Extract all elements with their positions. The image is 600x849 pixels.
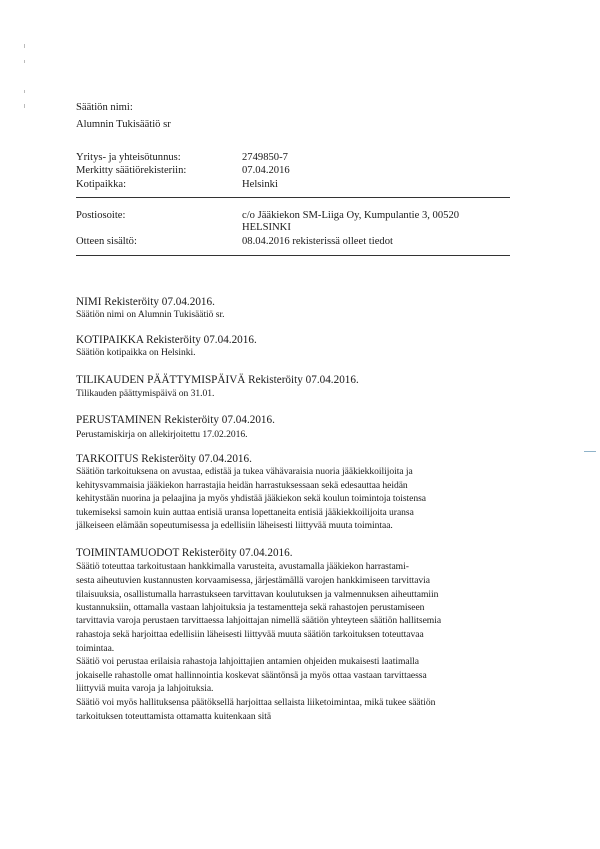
scan-mark [24,60,25,63]
section-line: toimintaa. [76,643,115,654]
domicile-label: Kotipaikka: [76,179,127,190]
postal-address-label: Postiosoite: [76,210,126,221]
divider-bottom [76,255,510,256]
section-heading-purpose: TARKOITUS Rekisteröity 07.04.2016. [76,453,252,465]
section-line: kehitysvammaisia jääkiekon harrastajia heidän harrastuksessaan sekä edesauttaa heidän [76,480,408,491]
section-heading-domicile: KOTIPAIKKA Rekisteröity 07.04.2016. [76,334,257,346]
business-id-value: 2749850-7 [242,152,288,163]
section-line: sesta aiheutuvien kustannusten korvaamisessa, järjestämällä varojen hankkimiseen tarvittavia [76,575,430,586]
section-heading-founding: PERUSTAMINEN Rekisteröity 07.04.2016. [76,414,275,426]
section-line: Säätiön tarkoituksena on avustaa, edistää ja tukea vähävaraisia nuoria jääkiekkoilijoita ja [76,466,413,477]
section-line: Perustamiskirja on allekirjoitettu 17.02.2016. [76,429,248,440]
section-line: kustannuksiin, ottamalla vastaan lahjoituksia ja testamentteja sekä rahastojen perustamiseen [76,602,425,613]
section-heading-fiscal-year-end: TILIKAUDEN PÄÄTTYMISPÄIVÄ Rekisteröity 07.04.2016. [76,374,359,386]
scan-mark [24,44,25,48]
section-line: tukemiseksi samoin kuin auttaa entisiä uransa lopettaneita entisiä jääkiekkoilijoita uransa [76,507,414,518]
foundation-name-value: Alumnin Tukisäätiö sr [76,119,171,130]
divider-top [76,197,510,198]
section-line: rahastoja sekä harjoittaa edellisiin läheisesti liittyvää muuta säätiön tarkoituksen toteuttavaa [76,629,424,640]
postal-address-line1: c/o Jääkiekon SM-Liiga Oy, Kumpulantie 3, 00520 [242,210,460,221]
scan-mark [584,451,596,452]
registered-label: Merkitty säätiörekisteriin: [76,165,187,176]
postal-address-line2: HELSINKI [242,222,291,233]
section-line: Tilikauden päättymispäivä on 31.01. [76,388,215,399]
extract-content-value: 08.04.2016 rekisterissä olleet tiedot [242,236,393,247]
domicile-value: Helsinki [242,179,278,190]
section-line: Säätiö voi perustaa erilaisia rahastoja lahjoittajien antamien ohjeiden mukaisesti laatimalla [76,656,420,667]
section-line: Säätiön nimi on Alumnin Tukisäätiö sr. [76,309,225,320]
section-line: Säätiön kotipaikka on Helsinki. [76,347,196,358]
business-id-label: Yritys- ja yhteisötunnus: [76,152,181,163]
extract-content-label: Otteen sisältö: [76,236,137,247]
scan-mark [24,90,25,93]
scan-mark [24,104,25,108]
section-line: Säätiö voi myös hallituksensa päätöksellä harjoittaa sellaista liiketoimintaa, mikä tukee säätiön [76,697,436,708]
section-line: tarkoituksen toteuttamista ottamatta kuitenkaan sitä [76,711,272,722]
foundation-name-label: Säätiön nimi: [76,102,133,113]
section-line: liittyviä muita varoja ja lahjoituksia. [76,683,214,694]
section-heading-name: NIMI Rekisteröity 07.04.2016. [76,296,215,308]
registered-value: 07.04.2016 [242,165,290,176]
section-line: tarvittavia varoja perustaen tarvittaessa lahjoittajan nimellä säätiön yhteyteen säätiön hallitsemia [76,615,442,626]
section-line: jälkeiseen elämään sopeutumisessa ja edellisiin läheisesti liittyvää muuta toimintaa. [76,520,393,531]
section-line: tilaisuuksia, osallistumalla harrastukseen tarvittavan koulutuksen ja valmennuksen aiheuttamiin [76,589,439,600]
section-line: kehitystään nuorina ja pelaajina ja myös yhdistää jääkiekon sekä koulun toimintoja toistensa [76,493,427,504]
section-line: Säätiö toteuttaa tarkoitustaan hankkimalla varusteita, avustamalla jääkiekon harrastami- [76,561,409,572]
section-heading-forms-of-activity: TOIMINTAMUODOT Rekisteröity 07.04.2016. [76,547,293,559]
section-line: jokaiselle rahastolle omat hallinnointia koskevat sääntönsä ja myös ottaa vastaan tarvittaessa [76,670,427,681]
